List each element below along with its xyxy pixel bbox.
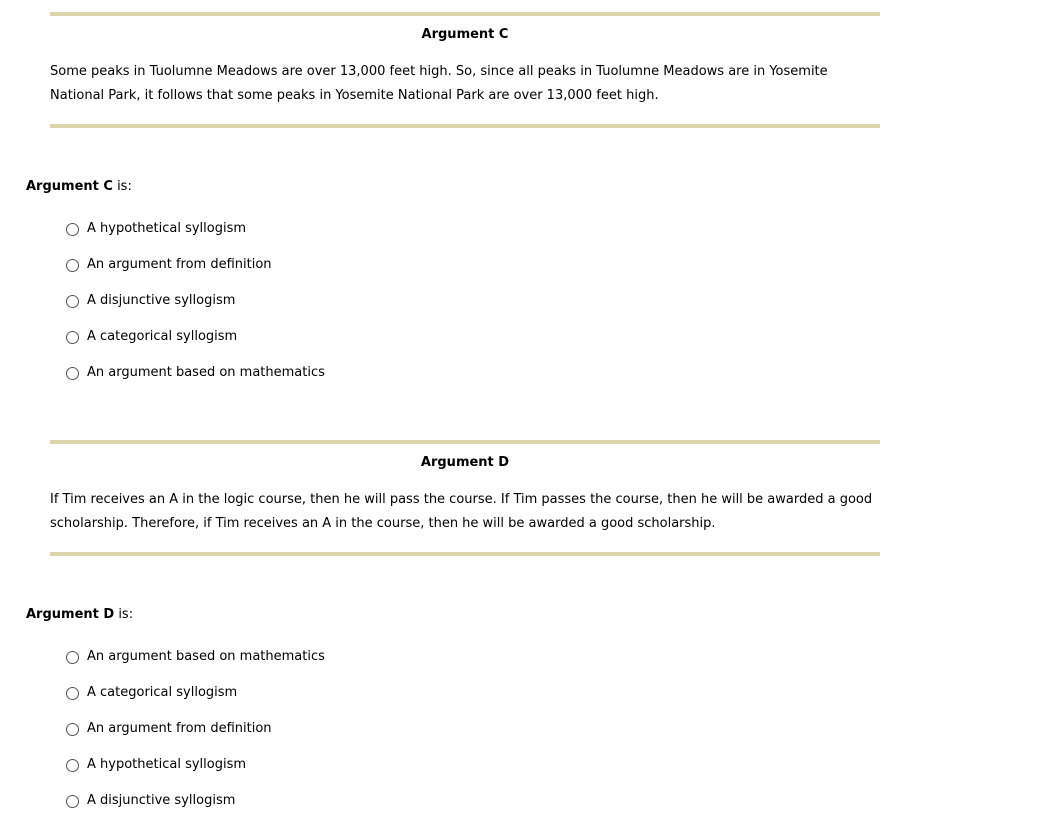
argument-c-text: Some peaks in Tuolumne Meadows are over 13,000 feet high. So, since all peaks in Tuolumne Meadows are in Yosemite National Park, it follows that some peaks in Yosemite National Park are over 13,000 feet high.: [50, 64, 828, 103]
radio-button[interactable]: [66, 759, 79, 772]
option-label: A categorical syllogism: [87, 329, 238, 344]
option-c-4[interactable]: [66, 319, 325, 355]
option-label: A disjunctive syllogism: [87, 793, 236, 808]
radio-button[interactable]: [66, 331, 79, 344]
radio-button[interactable]: [66, 295, 79, 308]
option-c-5[interactable]: [66, 355, 325, 391]
question-c-options: [66, 211, 325, 391]
argument-d-bottom-rule: [50, 552, 880, 556]
radio-button[interactable]: [66, 651, 79, 664]
question-d-rest: is:: [114, 607, 134, 622]
option-label: A disjunctive syllogism: [87, 293, 236, 308]
option-c-1[interactable]: [66, 211, 325, 247]
question-c-prompt: [26, 178, 132, 196]
argument-c-box: [50, 12, 880, 128]
radio-button[interactable]: [66, 687, 79, 700]
argument-c-top-rule: [50, 12, 880, 16]
argument-d-title: Argument D: [420, 455, 510, 470]
argument-c-bottom-rule: [50, 124, 880, 128]
question-c-rest: is:: [112, 179, 132, 194]
argument-d-top-rule: [50, 440, 880, 444]
option-d-2[interactable]: [66, 675, 325, 711]
option-label: An argument based on mathematics: [87, 365, 325, 380]
option-label: A hypothetical syllogism: [87, 221, 247, 236]
option-c-2[interactable]: [66, 247, 325, 283]
option-d-5[interactable]: [66, 783, 325, 819]
question-d-options: [66, 639, 325, 819]
question-d-bold: Argument D: [26, 607, 115, 622]
option-d-3[interactable]: [66, 711, 325, 747]
argument-d-box: [50, 440, 880, 556]
option-c-3[interactable]: [66, 283, 325, 319]
option-label: A categorical syllogism: [87, 685, 238, 700]
option-d-1[interactable]: [66, 639, 325, 675]
option-label: An argument based on mathematics: [87, 649, 325, 664]
option-d-4[interactable]: [66, 747, 325, 783]
question-d-prompt: [26, 606, 133, 624]
radio-button[interactable]: [66, 259, 79, 272]
option-label: An argument from definition: [87, 257, 272, 272]
option-label: An argument from definition: [87, 721, 272, 736]
radio-button[interactable]: [66, 223, 79, 236]
radio-button[interactable]: [66, 795, 79, 808]
question-c-bold: Argument C: [26, 179, 113, 194]
argument-d-text: If Tim receives an A in the logic course, then he will pass the course. If Tim passes the course, then he will be awarded a good scholarship. Therefore, if Tim receives an A in the course, then he will be awarded a good scholarship.: [50, 492, 873, 531]
radio-button[interactable]: [66, 723, 79, 736]
option-label: A hypothetical syllogism: [87, 757, 247, 772]
argument-c-title: Argument C: [421, 27, 509, 42]
radio-button[interactable]: [66, 367, 79, 380]
